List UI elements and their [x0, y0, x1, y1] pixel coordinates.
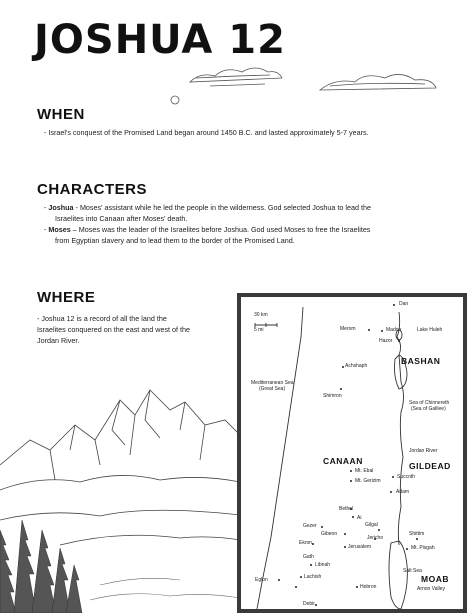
- place-shimron: Shimron: [323, 393, 342, 399]
- place-debir: Debir: [303, 601, 315, 607]
- place-hazor: Hazor: [379, 338, 393, 344]
- place-ai: Ai: [357, 515, 362, 521]
- place-gath: Gath: [303, 554, 314, 560]
- where-line: - Joshua 12 is a record of all the land the: [37, 314, 167, 323]
- place-mt-ebal: Mt. Ebal: [355, 468, 374, 474]
- place-lake-huleh: Lake Huleh: [417, 327, 443, 333]
- place-mt-gerizim: Mt. Gerizim: [355, 478, 381, 484]
- place-achshaph: Achshaph: [345, 363, 368, 369]
- where-text: [37, 313, 237, 346]
- characters-heading: CHARACTERS: [37, 181, 147, 198]
- place-madon: Madon: [386, 327, 402, 333]
- place-hebron: Hebron: [360, 584, 377, 590]
- place-shittim: Shittim: [409, 531, 425, 537]
- character-joshua: - Joshua - Moses' assistant while he led the people in the wilderness. God selected Joshua to lead the Israelites into Canaan after Moses' death.: [44, 202, 464, 224]
- place-dan: Dan: [399, 301, 409, 307]
- place-jericho: Jericho: [367, 535, 384, 541]
- place-mediterranean-sea: Mediterranean Sea: [251, 380, 294, 386]
- jordan-river: [397, 312, 404, 545]
- place-salt-sea: Salt Sea: [403, 568, 422, 574]
- place-merom: Merom: [340, 326, 356, 332]
- character-desc: - Moses' assistant while he led the people in the wilderness. God selected Joshua to lead the: [73, 203, 371, 212]
- place-arnon-valley: Arnon Valley: [417, 586, 445, 592]
- place-gibeon: Gibeon: [321, 531, 338, 537]
- place-mt-pisgah: Mt. Pisgah: [411, 545, 435, 551]
- place-gezer: Gezer: [303, 523, 317, 529]
- when-heading: WHEN: [37, 106, 85, 123]
- character-moses: - Moses – Moses was the leader of the Israelites before Joshua. God used Moses to free the Israelites from Egyptian slavery and to lead them to the border of the Promised Land.: [44, 224, 464, 246]
- place-jerusalem: Jerusalem: [348, 544, 372, 550]
- where-line: Israelites conquered on the east and west of the: [37, 325, 191, 334]
- character-name: Moses: [48, 225, 71, 234]
- place-eglon: Eglon: [255, 577, 268, 583]
- region-gildead: GILDEAD: [409, 461, 451, 471]
- place-succoth: Succoth: [397, 474, 416, 480]
- sun-icon: [171, 96, 179, 104]
- place-gilgal: Gilgal: [365, 522, 378, 528]
- region-canaan: CANAAN: [323, 456, 363, 466]
- place-lachish: Lachish: [304, 574, 322, 580]
- canaan-map: [237, 293, 467, 613]
- character-desc: – Moses was the leader of the Israelites before Joshua. God used Moses to free the Israelites: [70, 225, 371, 234]
- place-sea-of-galilee: (Sea of Galilee): [411, 406, 446, 412]
- mountain-landscape-illustration: [0, 370, 240, 613]
- when-text: - Israel's conquest of the Promised Land began around 1450 B.C. and lasted approximately 5-7 years.: [44, 128, 369, 137]
- clouds-illustration: [170, 60, 470, 110]
- character-desc: from Egyptian slavery and to lead them to the border of the Promised Land.: [55, 236, 295, 245]
- scale-label-km: 30 km: [254, 312, 268, 318]
- place-great-sea: (Great Sea): [259, 386, 286, 392]
- place-ekron: Ekron: [299, 540, 313, 546]
- coastline: [257, 307, 303, 609]
- region-bashan: BASHAN: [401, 356, 441, 366]
- where-heading: WHERE: [37, 289, 96, 306]
- character-name: Joshua: [48, 203, 74, 212]
- place-jordan-river: Jordan River: [409, 448, 438, 454]
- place-bethel: Bethel: [339, 506, 354, 512]
- place-sea-of-chinnereth: Sea of Chinnereth: [409, 400, 450, 406]
- page-title: JOSHUA 12: [34, 17, 286, 63]
- place-libnah: Libnah: [315, 562, 331, 568]
- region-moab: MOAB: [421, 574, 449, 584]
- where-line: Jordan River.: [37, 336, 80, 345]
- scale-label-mi: 5 mi: [254, 327, 264, 333]
- place-adam: Adam: [396, 489, 410, 495]
- character-desc: Israelites into Canaan after Moses' death.: [55, 214, 188, 223]
- salt-sea-shape: [389, 541, 407, 609]
